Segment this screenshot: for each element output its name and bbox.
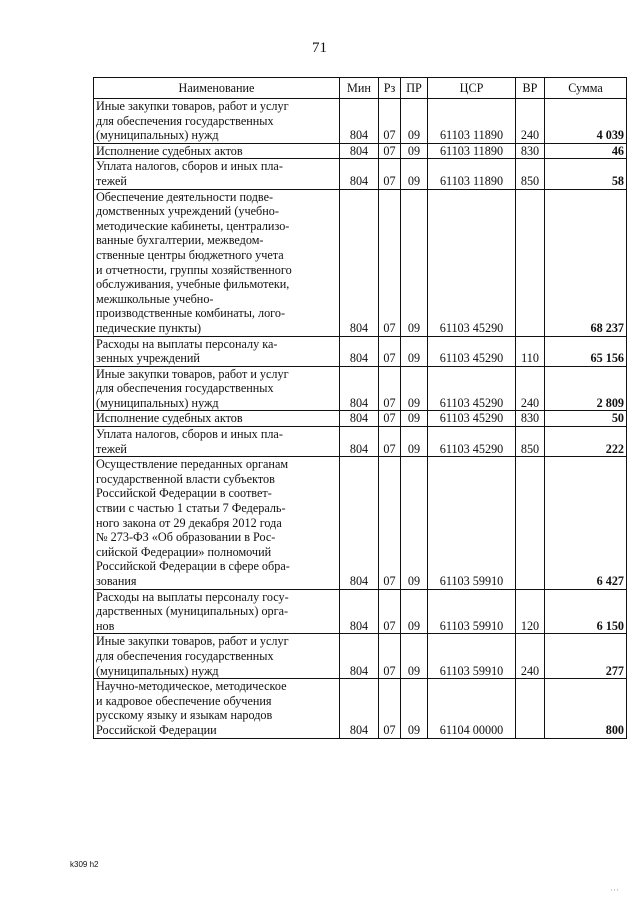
row-rz: 07 xyxy=(379,411,401,427)
row-rz: 07 xyxy=(379,336,401,366)
header-vr: ВР xyxy=(516,78,545,99)
row-sum: 46 xyxy=(545,143,627,159)
header-name: Наименование xyxy=(94,78,340,99)
row-name: Иные закупки товаров, работ и услуг для обеспечения государственных (муниципальных) нужд xyxy=(94,634,340,679)
row-vr: 830 xyxy=(516,411,545,427)
row-min: 804 xyxy=(340,634,379,679)
row-name: Обеспечение деятельности подве- домственных учреждений (учебно- методические кабинеты, централизо- ванные бухгалтерии, межведом- ственные центры бюджетного учета и отчетности, группы хозяйственного обслуживания, учебные фильмотеки, межшкольные учебно- производственные комбинаты, лого- педические пункты) xyxy=(94,189,340,336)
table-row xyxy=(94,99,627,144)
row-name: Расходы на выплаты персоналу ка- зенных учреждений xyxy=(94,336,340,366)
corner-mark: ··· xyxy=(610,885,619,895)
row-vr: 850 xyxy=(516,159,545,189)
row-pr: 09 xyxy=(401,99,428,144)
page-number: 71 xyxy=(312,40,327,56)
table-row xyxy=(94,336,627,366)
row-rz: 07 xyxy=(379,679,401,738)
row-min: 804 xyxy=(340,366,379,411)
row-csr: 61103 45290 xyxy=(428,427,516,457)
row-sum: 800 xyxy=(545,679,627,738)
row-csr: 61104 00000 xyxy=(428,679,516,738)
row-csr: 61103 45290 xyxy=(428,366,516,411)
budget-table xyxy=(93,77,627,739)
row-pr: 09 xyxy=(401,159,428,189)
row-name: Исполнение судебных актов xyxy=(94,143,340,159)
table-header-row xyxy=(94,78,627,99)
table-row xyxy=(94,366,627,411)
row-csr: 61103 59910 xyxy=(428,457,516,589)
table-row xyxy=(94,457,627,589)
row-rz: 07 xyxy=(379,99,401,144)
row-rz: 07 xyxy=(379,189,401,336)
row-sum: 58 xyxy=(545,159,627,189)
row-vr: 240 xyxy=(516,634,545,679)
row-csr: 61103 45290 xyxy=(428,189,516,336)
row-csr: 61103 11890 xyxy=(428,99,516,144)
row-sum: 68 237 xyxy=(545,189,627,336)
table-row xyxy=(94,589,627,634)
row-vr: 240 xyxy=(516,99,545,144)
row-min: 804 xyxy=(340,589,379,634)
row-vr: 110 xyxy=(516,336,545,366)
row-sum: 4 039 xyxy=(545,99,627,144)
row-min: 804 xyxy=(340,679,379,738)
row-sum: 6 427 xyxy=(545,457,627,589)
row-min: 804 xyxy=(340,99,379,144)
row-rz: 07 xyxy=(379,143,401,159)
row-pr: 09 xyxy=(401,336,428,366)
row-rz: 07 xyxy=(379,159,401,189)
row-rz: 07 xyxy=(379,427,401,457)
row-vr xyxy=(516,457,545,589)
row-vr xyxy=(516,679,545,738)
row-min: 804 xyxy=(340,411,379,427)
row-vr: 120 xyxy=(516,589,545,634)
table-row xyxy=(94,189,627,336)
row-name: Научно-методическое, методическое и кадровое обеспечение обучения русскому языку и языкам народов Российской Федерации xyxy=(94,679,340,738)
row-name: Иные закупки товаров, работ и услуг для обеспечения государственных (муниципальных) нужд xyxy=(94,99,340,144)
table-row xyxy=(94,679,627,738)
row-sum: 6 150 xyxy=(545,589,627,634)
row-name: Уплата налогов, сборов и иных пла- тежей xyxy=(94,427,340,457)
header-sum: Сумма xyxy=(545,78,627,99)
row-csr: 61103 11890 xyxy=(428,143,516,159)
row-min: 804 xyxy=(340,457,379,589)
table-row xyxy=(94,634,627,679)
row-pr: 09 xyxy=(401,457,428,589)
row-vr: 850 xyxy=(516,427,545,457)
row-min: 804 xyxy=(340,427,379,457)
row-vr: 830 xyxy=(516,143,545,159)
table-row xyxy=(94,159,627,189)
row-pr: 09 xyxy=(401,679,428,738)
row-sum: 65 156 xyxy=(545,336,627,366)
row-sum: 277 xyxy=(545,634,627,679)
row-min: 804 xyxy=(340,143,379,159)
header-rz: Рз xyxy=(379,78,401,99)
row-min: 804 xyxy=(340,189,379,336)
row-name: Осуществление переданных органам государственной власти субъектов Российской Федерации в соответ- ствии с частью 1 статьи 7 Федераль- ного закона от 29 декабря 2012 года № 273-ФЗ «Об образовании в Рос- сийской Федерации» полномочий Российской Федерации в сфере обра- зования xyxy=(94,457,340,589)
row-csr: 61103 59910 xyxy=(428,589,516,634)
table-row xyxy=(94,427,627,457)
row-pr: 09 xyxy=(401,366,428,411)
table-row xyxy=(94,411,627,427)
row-sum: 2 809 xyxy=(545,366,627,411)
row-rz: 07 xyxy=(379,457,401,589)
row-min: 804 xyxy=(340,336,379,366)
row-rz: 07 xyxy=(379,634,401,679)
table-row xyxy=(94,143,627,159)
row-vr: 240 xyxy=(516,366,545,411)
row-vr xyxy=(516,189,545,336)
row-rz: 07 xyxy=(379,366,401,411)
row-name: Исполнение судебных актов xyxy=(94,411,340,427)
row-name: Уплата налогов, сборов и иных пла- тежей xyxy=(94,159,340,189)
row-name: Расходы на выплаты персоналу госу- дарственных (муниципальных) орга- нов xyxy=(94,589,340,634)
row-pr: 09 xyxy=(401,427,428,457)
row-csr: 61103 45290 xyxy=(428,336,516,366)
header-csr: ЦСР xyxy=(428,78,516,99)
row-pr: 09 xyxy=(401,411,428,427)
header-min: Мин xyxy=(340,78,379,99)
row-min: 804 xyxy=(340,159,379,189)
row-pr: 09 xyxy=(401,189,428,336)
row-sum: 50 xyxy=(545,411,627,427)
row-csr: 61103 59910 xyxy=(428,634,516,679)
row-pr: 09 xyxy=(401,589,428,634)
row-sum: 222 xyxy=(545,427,627,457)
row-rz: 07 xyxy=(379,589,401,634)
row-pr: 09 xyxy=(401,634,428,679)
row-csr: 61103 11890 xyxy=(428,159,516,189)
header-pr: ПР xyxy=(401,78,428,99)
row-csr: 61103 45290 xyxy=(428,411,516,427)
footer-code: k309 h2 xyxy=(70,860,99,869)
row-name: Иные закупки товаров, работ и услуг для обеспечения государственных (муниципальных) нужд xyxy=(94,366,340,411)
row-pr: 09 xyxy=(401,143,428,159)
